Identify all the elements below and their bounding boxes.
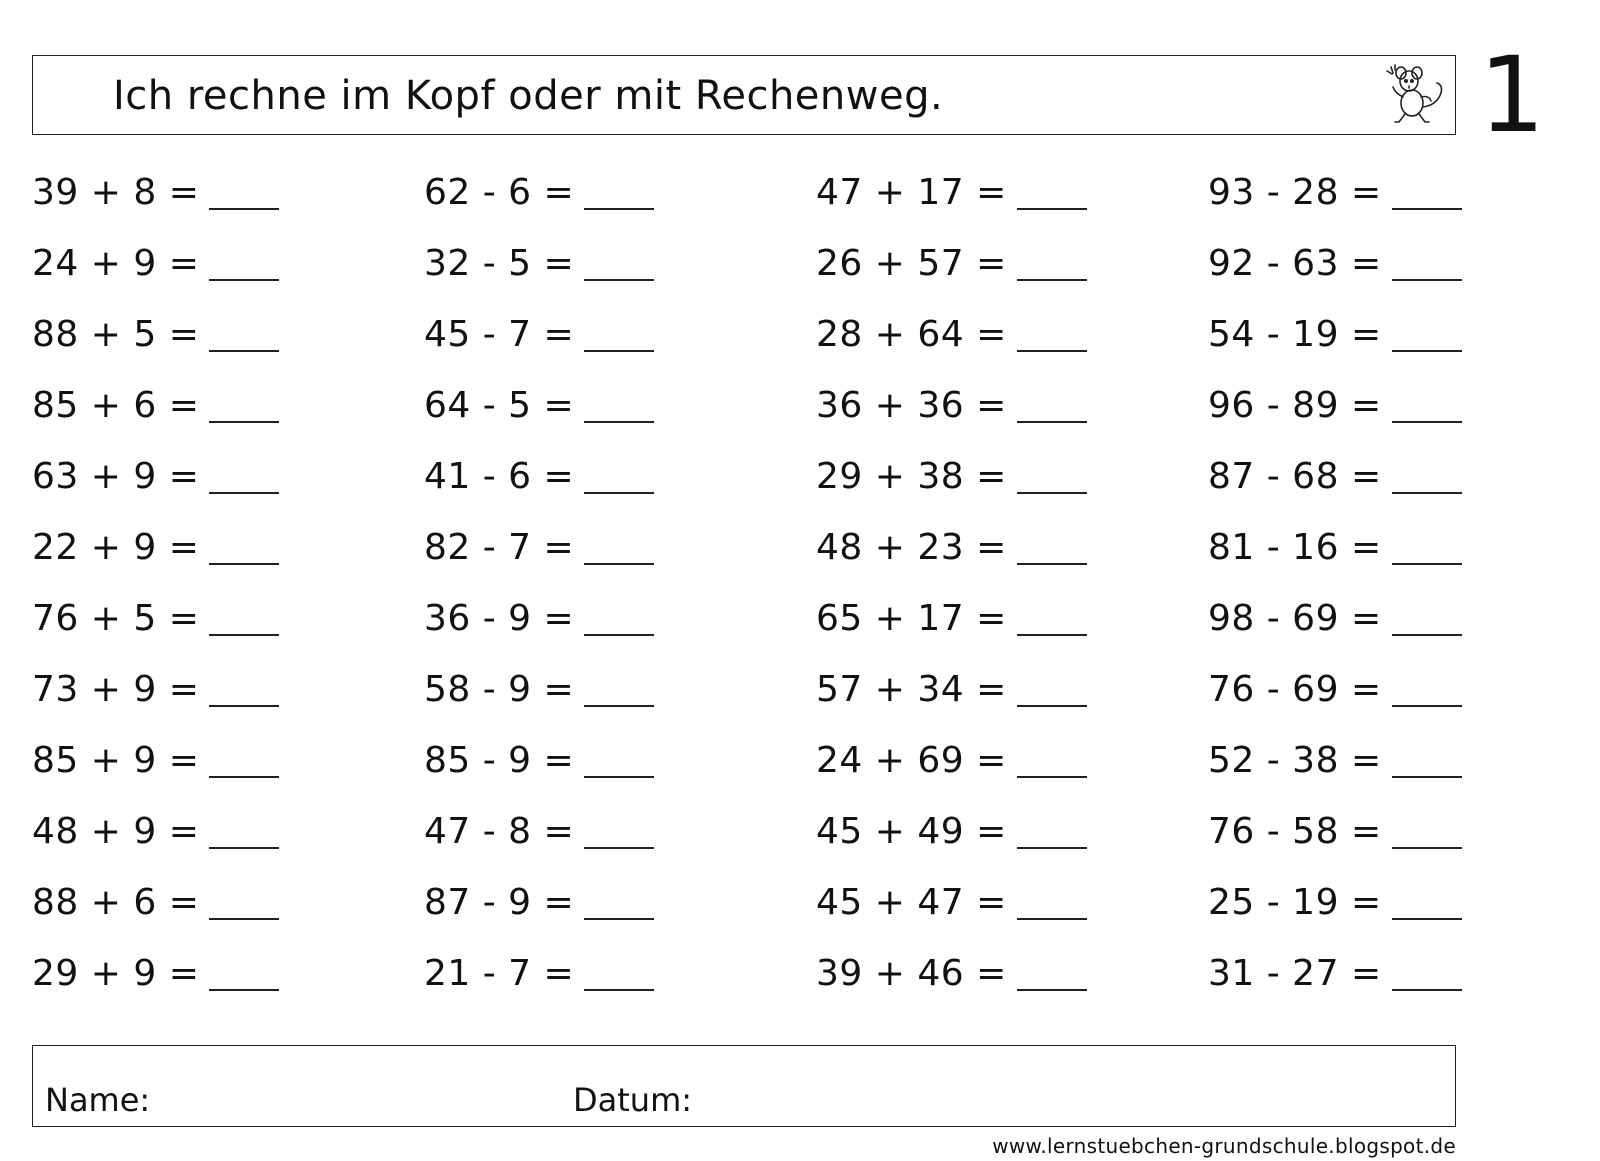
task-item [816,229,1087,289]
answer-blank[interactable] [209,847,279,849]
answer-blank[interactable] [1392,563,1462,565]
task-item [1208,371,1462,431]
task-expression: 48 + 23 = [816,527,1007,568]
answer-blank[interactable] [1392,350,1462,352]
task-item [816,584,1087,644]
task-item [424,726,654,786]
task-item [424,584,654,644]
task-expression: 88 + 5 = [32,314,200,355]
task-item [32,300,279,360]
answer-blank[interactable] [1392,847,1462,849]
task-expression: 32 - 5 = [424,243,575,284]
task-expression: 48 + 9 = [32,811,200,852]
task-item [816,300,1087,360]
task-item [1208,797,1462,857]
task-item [424,300,654,360]
task-expression: 76 + 5 = [32,598,200,639]
task-expression: 85 - 9 = [424,740,575,781]
task-expression: 47 + 17 = [816,172,1007,213]
task-expression: 87 - 9 = [424,882,575,923]
name-label: Name: [45,1081,151,1119]
answer-blank[interactable] [1017,918,1087,920]
task-item [32,158,279,218]
task-expression: 39 + 46 = [816,953,1007,994]
answer-blank[interactable] [1017,421,1087,423]
task-item [816,797,1087,857]
task-expression: 21 - 7 = [424,953,575,994]
task-expression: 92 - 63 = [1208,243,1382,284]
task-item [424,797,654,857]
answer-blank[interactable] [209,421,279,423]
answer-blank[interactable] [209,563,279,565]
answer-blank[interactable] [584,350,654,352]
answer-blank[interactable] [1017,847,1087,849]
task-expression: 39 + 8 = [32,172,200,213]
answer-blank[interactable] [209,918,279,920]
task-expression: 82 - 7 = [424,527,575,568]
answer-blank[interactable] [209,634,279,636]
answer-blank[interactable] [1017,208,1087,210]
task-item [32,513,279,573]
answer-blank[interactable] [584,563,654,565]
answer-blank[interactable] [1017,705,1087,707]
page-title: Ich rechne im Kopf oder mit Rechenweg. [113,73,944,119]
task-expression: 29 + 38 = [816,456,1007,497]
task-expression: 85 + 6 = [32,385,200,426]
task-expression: 76 - 69 = [1208,669,1382,710]
task-item [32,655,279,715]
task-expression: 63 + 9 = [32,456,200,497]
task-expression: 65 + 17 = [816,598,1007,639]
task-expression: 87 - 68 = [1208,456,1382,497]
answer-blank[interactable] [584,208,654,210]
task-item [424,513,654,573]
task-expression: 22 + 9 = [32,527,200,568]
answer-blank[interactable] [1392,918,1462,920]
task-item [816,513,1087,573]
task-item [424,868,654,928]
task-item [424,655,654,715]
task-expression: 98 - 69 = [1208,598,1382,639]
task-item [816,442,1087,502]
answer-blank[interactable] [1017,563,1087,565]
answer-blank[interactable] [1392,492,1462,494]
answer-blank[interactable] [584,776,654,778]
task-expression: 76 - 58 = [1208,811,1382,852]
task-item [816,868,1087,928]
task-item [1208,229,1462,289]
answer-blank[interactable] [1392,776,1462,778]
answer-blank[interactable] [1017,776,1087,778]
task-expression: 36 + 36 = [816,385,1007,426]
answer-blank[interactable] [1017,492,1087,494]
task-item [1208,158,1462,218]
task-expression: 47 - 8 = [424,811,575,852]
task-item [1208,442,1462,502]
task-expression: 52 - 38 = [1208,740,1382,781]
task-expression: 73 + 9 = [32,669,200,710]
task-expression: 88 + 6 = [32,882,200,923]
task-item [816,726,1087,786]
task-expression: 54 - 19 = [1208,314,1382,355]
task-expression: 31 - 27 = [1208,953,1382,994]
task-expression: 96 - 89 = [1208,385,1382,426]
task-expression: 62 - 6 = [424,172,575,213]
task-item [32,229,279,289]
task-expression: 29 + 9 = [32,953,200,994]
answer-blank[interactable] [1392,989,1462,991]
sheet-number: 1 [1478,34,1546,156]
answer-blank[interactable] [584,989,654,991]
answer-blank[interactable] [584,705,654,707]
answer-blank[interactable] [584,634,654,636]
task-expression: 45 + 47 = [816,882,1007,923]
task-item [816,158,1087,218]
task-item [1208,726,1462,786]
answer-blank[interactable] [584,279,654,281]
task-expression: 36 - 9 = [424,598,575,639]
task-expression: 58 - 9 = [424,669,575,710]
date-label: Datum: [573,1081,693,1119]
answer-blank[interactable] [209,350,279,352]
task-item [1208,300,1462,360]
task-expression: 81 - 16 = [1208,527,1382,568]
task-grid [32,158,1456,1006]
task-expression: 93 - 28 = [1208,172,1382,213]
task-item [424,229,654,289]
task-item [424,371,654,431]
task-item [424,158,654,218]
answer-blank[interactable] [209,492,279,494]
task-item [1208,939,1462,999]
answer-blank[interactable] [1017,350,1087,352]
answer-blank[interactable] [209,279,279,281]
task-item [32,584,279,644]
answer-blank[interactable] [209,705,279,707]
task-expression: 24 + 69 = [816,740,1007,781]
answer-blank[interactable] [584,847,654,849]
answer-blank[interactable] [1392,279,1462,281]
answer-blank[interactable] [1017,279,1087,281]
task-item [32,797,279,857]
task-item [32,442,279,502]
answer-blank[interactable] [209,776,279,778]
task-expression: 25 - 19 = [1208,882,1382,923]
header-box [32,55,1456,135]
answer-blank[interactable] [1017,989,1087,991]
task-item [816,939,1087,999]
task-expression: 57 + 34 = [816,669,1007,710]
task-expression: 45 + 49 = [816,811,1007,852]
task-item [32,726,279,786]
footer-box [32,1045,1456,1127]
answer-blank[interactable] [584,918,654,920]
task-item [424,442,654,502]
answer-blank[interactable] [1392,705,1462,707]
task-expression: 28 + 64 = [816,314,1007,355]
website-url: www.lernstuebchen-grundschule.blogspot.de [992,1134,1456,1158]
task-item [816,655,1087,715]
answer-blank[interactable] [1392,208,1462,210]
task-expression: 45 - 7 = [424,314,575,355]
answer-blank[interactable] [584,421,654,423]
task-item [32,371,279,431]
task-expression: 26 + 57 = [816,243,1007,284]
answer-blank[interactable] [1392,634,1462,636]
answer-blank[interactable] [209,989,279,991]
task-item [424,939,654,999]
answer-blank[interactable] [584,492,654,494]
answer-blank[interactable] [1017,634,1087,636]
mouse-icon [1379,59,1451,131]
task-expression: 64 - 5 = [424,385,575,426]
task-item [816,371,1087,431]
task-item [32,939,279,999]
answer-blank[interactable] [1392,421,1462,423]
task-item [1208,655,1462,715]
task-item [1208,868,1462,928]
task-item [32,868,279,928]
task-expression: 41 - 6 = [424,456,575,497]
task-item [1208,584,1462,644]
task-expression: 24 + 9 = [32,243,200,284]
task-item [1208,513,1462,573]
task-expression: 85 + 9 = [32,740,200,781]
answer-blank[interactable] [209,208,279,210]
